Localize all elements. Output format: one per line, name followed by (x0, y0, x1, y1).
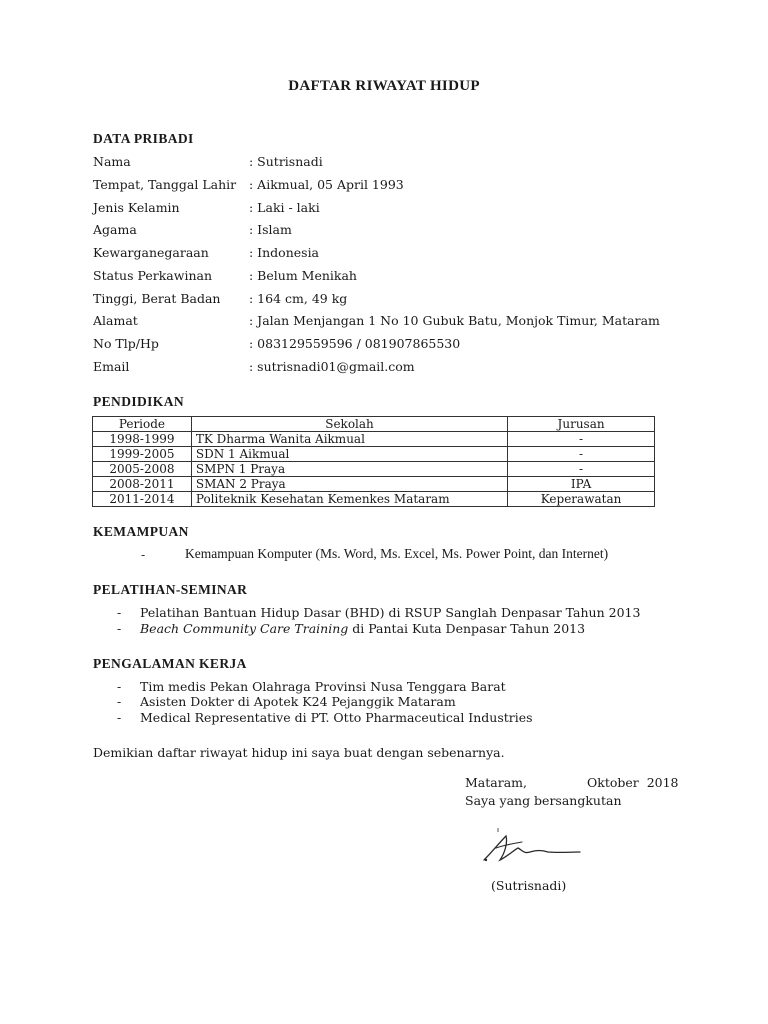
closing-statement: Demikian daftar riwayat hidup ini saya buat dengan sebenarnya. (93, 745, 505, 760)
table-row (93, 462, 655, 477)
field-value-religion: : Islam (249, 222, 292, 237)
section-heading-training: PELATIHAN-SEMINAR (93, 582, 248, 597)
list-bullet: - (141, 547, 146, 562)
cell-period: 1998-1999 (93, 432, 192, 447)
document-title: DAFTAR RIWAYAT HIDUP (288, 78, 480, 94)
education-table (92, 416, 655, 507)
cell-school: SMPN 1 Praya (191, 462, 507, 477)
field-value-birth: : Aikmual, 05 April 1993 (249, 177, 404, 192)
field-label-marital: Status Perkawinan (93, 268, 213, 283)
list-item-training: Pelatihan Bantuan Hidup Dasar (BHD) di RSUP Sanglah Denpasar Tahun 2013 (140, 605, 641, 620)
field-label-birth: Tempat, Tanggal Lahir (93, 177, 237, 192)
list-item-training (140, 621, 585, 636)
cell-school: TK Dharma Wanita Aikmual (191, 432, 507, 447)
section-heading-experience: PENGALAMAN KERJA (93, 656, 247, 671)
field-label-nationality: Kewarganegaraan (93, 245, 209, 260)
table-row (93, 492, 655, 507)
training-location: di Pantai Kuta Denpasar Tahun 2013 (348, 621, 586, 636)
cell-major: - (508, 462, 655, 477)
cell-major: - (508, 432, 655, 447)
handwritten-signature (478, 822, 588, 870)
list-item-experience: Medical Representative di PT. Otto Pharmaceutical Industries (140, 710, 533, 725)
field-value-height-weight: : 164 cm, 49 kg (249, 291, 348, 306)
list-item-skill: Kemampuan Komputer (Ms. Word, Ms. Excel, Ms. Power Point, dan Internet) (185, 546, 609, 561)
field-value-marital: : Belum Menikah (249, 268, 357, 283)
list-item-experience: Asisten Dokter di Apotek K24 Pejanggik Mataram (140, 694, 456, 709)
cell-school: SDN 1 Aikmual (191, 447, 507, 462)
field-value-gender: : Laki - laki (249, 200, 320, 215)
signature-name: (Sutrisnadi) (491, 878, 567, 893)
section-heading-skills: KEMAMPUAN (93, 524, 189, 539)
field-label-height-weight: Tinggi, Berat Badan (93, 291, 221, 306)
field-value-phone: : 083129559596 / 081907865530 (249, 336, 461, 351)
field-label-gender: Jenis Kelamin (93, 200, 180, 215)
field-value-address: : Jalan Menjangan 1 No 10 Gubuk Batu, Monjok Timur, Mataram (249, 313, 660, 328)
cell-school: Politeknik Kesehatan Kemenkes Mataram (191, 492, 507, 507)
column-header-school: Sekolah (191, 417, 507, 432)
list-bullet: - (117, 621, 122, 636)
field-label-phone: No Tlp/Hp (93, 336, 159, 351)
signature-place: Mataram, (465, 775, 527, 790)
cell-period: 2008-2011 (93, 477, 192, 492)
field-label-name: Nama (93, 154, 131, 169)
column-header-major: Jurusan (508, 417, 655, 432)
table-header-row (93, 417, 655, 432)
cell-major: - (508, 447, 655, 462)
field-value-email: : sutrisnadi01@gmail.com (249, 359, 415, 374)
table-row (93, 447, 655, 462)
field-label-religion: Agama (93, 222, 137, 237)
list-item-experience: Tim medis Pekan Olahraga Provinsi Nusa Tenggara Barat (140, 679, 506, 694)
section-heading-education: PENDIDIKAN (93, 394, 185, 409)
column-header-period: Periode (93, 417, 192, 432)
training-title-italic: Beach Community Care Training (140, 621, 349, 636)
list-bullet: - (117, 710, 122, 725)
table-row (93, 432, 655, 447)
field-value-nationality: : Indonesia (249, 245, 320, 260)
signature-role: Saya yang bersangkutan (465, 793, 622, 808)
cell-school: SMAN 2 Praya (191, 477, 507, 492)
table-row (93, 477, 655, 492)
cell-major: IPA (508, 477, 655, 492)
field-label-address: Alamat (93, 313, 138, 328)
list-bullet: - (117, 694, 122, 709)
field-label-email: Email (93, 359, 130, 374)
signature-date: Oktober 2018 (587, 775, 679, 790)
cell-period: 1999-2005 (93, 447, 192, 462)
cell-period: 2005-2008 (93, 462, 192, 477)
cell-period: 2011-2014 (93, 492, 192, 507)
list-bullet: - (117, 679, 122, 694)
cell-major: Keperawatan (508, 492, 655, 507)
section-heading-personal: DATA PRIBADI (93, 131, 194, 146)
list-bullet: - (117, 605, 122, 620)
field-value-name: : Sutrisnadi (249, 154, 323, 169)
